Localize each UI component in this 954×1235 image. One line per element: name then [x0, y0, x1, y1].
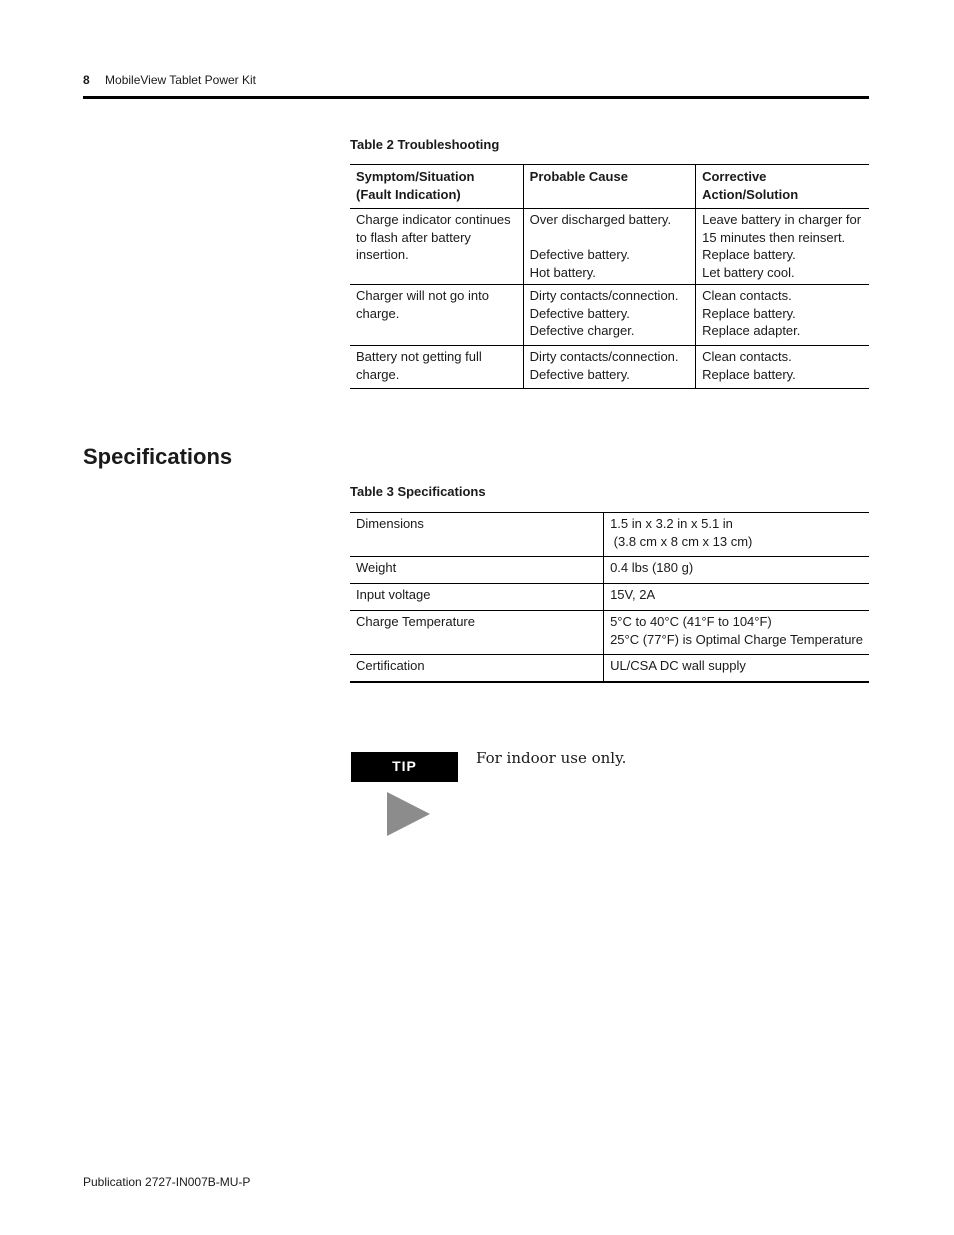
- header-cause: Probable Cause: [523, 165, 695, 209]
- cause-cell: Dirty contacts/connection. Defective battery. Defective charger.: [523, 285, 695, 346]
- spec-name: Input voltage: [350, 584, 604, 611]
- spec-name: Charge Temperature: [350, 611, 604, 655]
- action-cell: Leave battery in charger for 15 minutes then reinsert. Replace battery. Let battery cool.: [696, 209, 869, 285]
- table-row: [350, 557, 869, 584]
- header-rule: [83, 96, 869, 99]
- publication-footer: Publication 2727-IN007B-MU-P: [83, 1175, 251, 1189]
- action-cell: Clean contacts. Replace battery. Replace adapter.: [696, 285, 869, 346]
- spec-value: 15V, 2A: [604, 584, 869, 611]
- header-symptom: Symptom/Situation (Fault Indication): [350, 165, 523, 209]
- symptom-cell: Charger will not go into charge.: [350, 285, 523, 346]
- table-row: [350, 611, 869, 655]
- table-row: [350, 513, 869, 557]
- specifications-table: [350, 512, 869, 683]
- cause-cell: Over discharged battery. Defective battery. Hot battery.: [523, 209, 695, 285]
- header-action: Corrective Action/Solution: [696, 165, 869, 209]
- table3-caption: Table 3 Specifications: [350, 484, 486, 499]
- table-row: [350, 346, 869, 389]
- document-title: MobileView Tablet Power Kit: [105, 73, 256, 87]
- spec-name: Weight: [350, 557, 604, 584]
- page-number: 8: [83, 73, 90, 87]
- table-row: [350, 285, 869, 346]
- tip-text: For indoor use only.: [476, 749, 627, 767]
- table-header-row: [350, 165, 869, 209]
- spec-value: UL/CSA DC wall supply: [604, 655, 869, 683]
- section-title: Specifications: [83, 444, 233, 469]
- symptom-cell: Battery not getting full charge.: [350, 346, 523, 389]
- play-arrow-icon: [387, 792, 430, 836]
- spec-value: 1.5 in x 3.2 in x 5.1 in (3.8 cm x 8 cm x 13 cm): [604, 513, 869, 557]
- cause-cell: Dirty contacts/connection. Defective battery.: [523, 346, 695, 389]
- spec-value: 0.4 lbs (180 g): [604, 557, 869, 584]
- spec-name: Dimensions: [350, 513, 604, 557]
- tip-label: TIP: [351, 752, 458, 782]
- symptom-cell: Charge indicator continues to flash after battery insertion.: [350, 209, 523, 285]
- spec-value: 5°C to 40°C (41°F to 104°F) 25°C (77°F) is Optimal Charge Temperature: [604, 611, 869, 655]
- table-row: [350, 209, 869, 285]
- troubleshooting-table: [350, 164, 869, 389]
- table-row: [350, 655, 869, 683]
- running-header: [83, 73, 256, 87]
- table2-caption: Table 2 Troubleshooting: [350, 137, 500, 152]
- table-row: [350, 584, 869, 611]
- action-cell: Clean contacts. Replace battery.: [696, 346, 869, 389]
- spec-name: Certification: [350, 655, 604, 683]
